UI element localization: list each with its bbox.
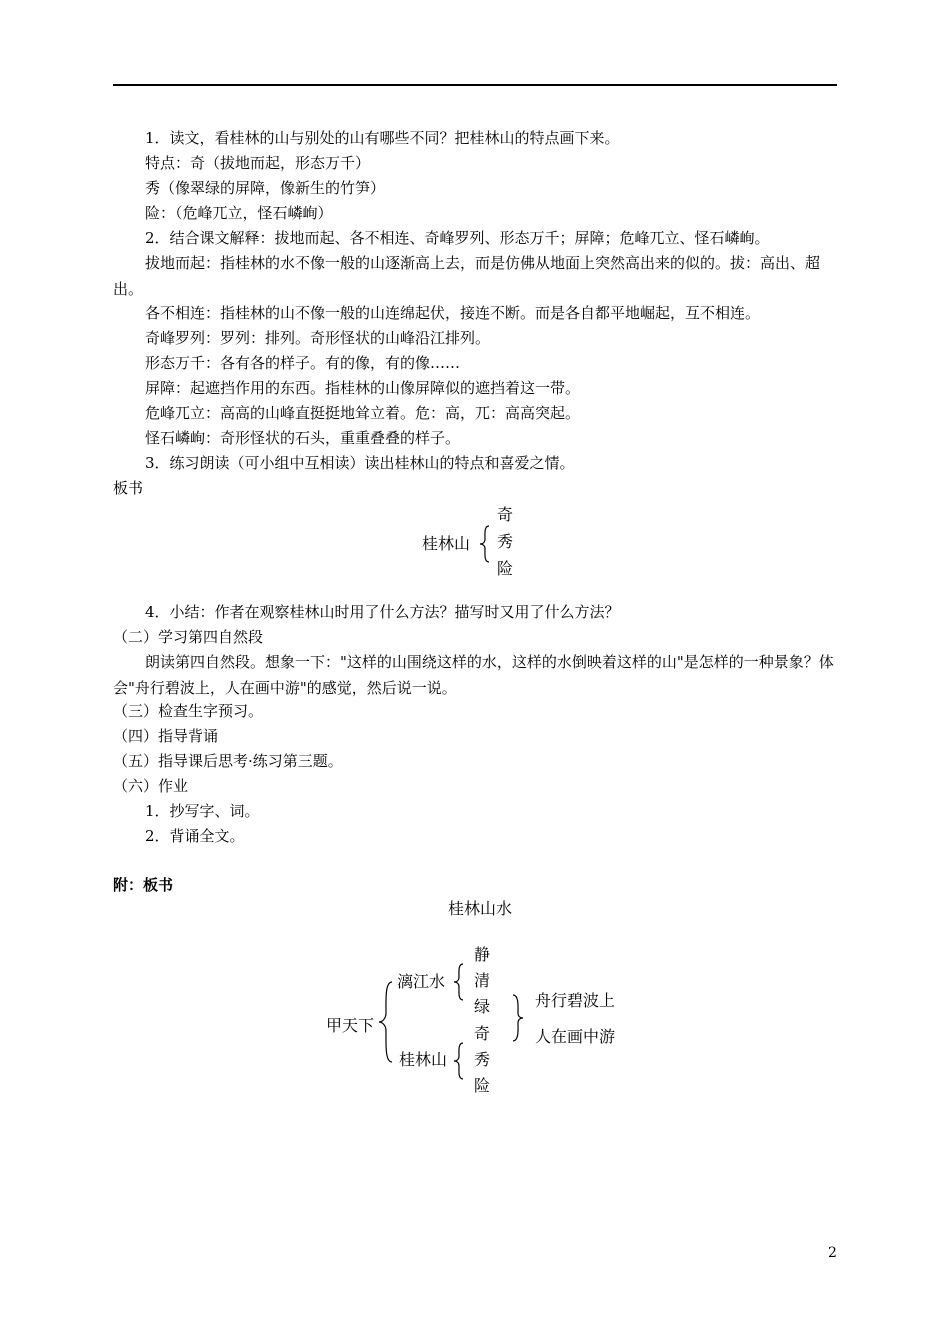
diagram1-item: 奇 <box>497 505 514 524</box>
diagram2-title: 桂林山水 <box>448 899 513 918</box>
section-heading: （二）学习第四自然段 <box>113 628 264 646</box>
text-line: 秀（像翠绿的屏障，像新生的竹笋） <box>145 179 386 197</box>
section-heading: （三）检查生字预习。 <box>113 702 264 720</box>
diagram2-branch2-item: 险 <box>474 1076 491 1095</box>
section-heading: （五）指导课后思考·练习第三题。 <box>113 752 343 770</box>
text-line: 形态万千：各有各的样子。有的像，有的像…… <box>145 354 461 372</box>
diagram2-branch1-item: 绿 <box>474 997 491 1016</box>
diagram2-branch2-item: 秀 <box>474 1050 491 1069</box>
diagram1-item: 险 <box>497 559 514 578</box>
diagram2-branch1-label: 漓江水 <box>397 972 446 991</box>
diagram2-conclusion: 舟行碧波上 <box>535 991 616 1010</box>
text-line: 3．练习朗读（可小组中互相读）读出桂林山的特点和喜爱之情。 <box>145 454 575 472</box>
section-heading: （四）指导背诵 <box>113 727 219 745</box>
text-line: 4．小结：作者在观察桂林山时用了什么方法？描写时又用了什么方法？ <box>145 603 620 621</box>
text-line: 奇峰罗列：罗列：排列。奇形怪状的山峰沿江排列。 <box>145 329 491 347</box>
diagram2-root: 甲天下 <box>326 1016 375 1035</box>
diagram1-item: 秀 <box>497 532 514 551</box>
diagram1-root: 桂林山 <box>422 534 471 553</box>
text-line: 屏障：起遮挡作用的东西。指桂林的山像屏障似的遮挡着这一带。 <box>145 379 581 397</box>
text-line: 危峰兀立：高高的山峰直挺挺地耸立着。危：高，兀：高高突起。 <box>145 404 581 422</box>
right-brace-icon <box>511 993 525 1043</box>
diagram2-branch1-item: 清 <box>474 971 491 990</box>
diagram2-branch2-label: 桂林山 <box>399 1050 448 1069</box>
section-heading: （六）作业 <box>113 777 189 795</box>
text-line: 险：（危峰兀立，怪石嶙峋） <box>145 204 333 222</box>
diagram2-branch2-item: 奇 <box>474 1024 491 1043</box>
text-line: 2．结合课文解释：拔地而起、各不相连、奇峰罗列、形态万千；屏障；危峰兀立、怪石嶙峋。 <box>145 229 770 247</box>
text-paragraph: 朗读第四自然段。想象一下："这样的山围绕这样的水，这样的水倒映着这样的山"是怎样的一种景象？体会"舟行碧波上，人在画中游"的感觉，然后说一说。 <box>113 653 834 697</box>
text-line: 2．背诵全文。 <box>145 827 245 845</box>
appendix-heading: 附：板书 <box>113 876 174 894</box>
page-number: 2 <box>828 1245 837 1261</box>
brace-icon <box>378 980 394 1064</box>
diagram2-conclusion: 人在画中游 <box>535 1027 616 1046</box>
brace-icon <box>479 524 493 564</box>
text-line: 1．读文，看桂林的山与别处的山有哪些不同？把桂林山的特点画下来。 <box>145 129 620 147</box>
text-line: 1．抄写字、词。 <box>145 802 260 820</box>
text-paragraph: 拔地而起：指桂林的水不像一般的山逐渐高上去，而是仿佛从地面上突然高出来的似的。拔：高出、超出。 <box>113 254 821 298</box>
text-line: 板书 <box>113 479 144 497</box>
text-line: 各不相连：指桂林的山不像一般的山连绵起伏，接连不断。而是各自都平地崛起，互不相连。 <box>145 304 761 322</box>
diagram2-branch1-item: 静 <box>474 945 491 964</box>
text-line: 怪石嶙峋：奇形怪状的石头，重重叠叠的样子。 <box>145 429 461 447</box>
brace-icon <box>453 1041 467 1081</box>
text-line: 特点：奇（拔地而起，形态万千） <box>145 154 371 172</box>
header-rule <box>113 84 837 86</box>
brace-icon <box>453 962 467 1002</box>
